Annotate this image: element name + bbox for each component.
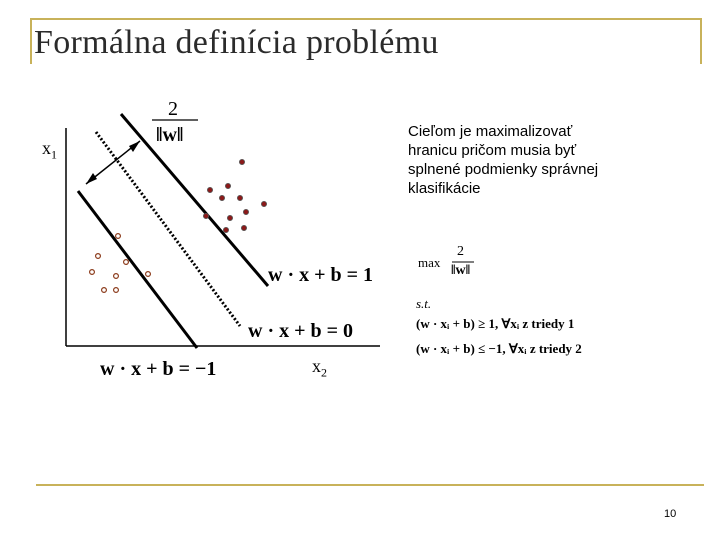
- margin-arrow-head-end: [129, 141, 140, 152]
- margin-numerator: 2: [168, 98, 178, 120]
- class2-point: [102, 288, 107, 293]
- plus-hyperplane: [121, 114, 268, 286]
- margin-arrow-head-start: [86, 173, 97, 184]
- class2-point: [114, 274, 119, 279]
- max-denominator: ‖w‖: [451, 263, 471, 278]
- zero-hyperplane-label: w · x + b = 0: [248, 320, 354, 342]
- constraint-class2: (w · xᵢ + b) ≤ −1, ∀xᵢ z triedy 2: [416, 341, 582, 356]
- goal-line: Cieľom je maximalizovať: [408, 123, 573, 140]
- class1-point: [203, 213, 208, 218]
- class2-point: [146, 272, 151, 277]
- class2-point: [114, 288, 119, 293]
- class2-point: [116, 234, 121, 239]
- class1-point: [239, 159, 244, 164]
- class2-point: [90, 270, 95, 275]
- subject-to: s.t.: [416, 296, 432, 311]
- max-word: max: [418, 255, 441, 270]
- class2-point: [124, 260, 129, 265]
- max-numerator: 2: [457, 244, 464, 259]
- class1-point: [243, 209, 248, 214]
- goal-line: klasifikácie: [408, 180, 481, 197]
- class2-point: [96, 254, 101, 259]
- plus-hyperplane-label: w · x + b = 1: [268, 264, 374, 286]
- class1-point: [227, 215, 232, 220]
- x2-axis-label: [312, 356, 327, 381]
- minus-hyperplane: [78, 191, 197, 348]
- minus-hyperplane-label: w · x + b = −1: [100, 358, 217, 380]
- goal-description: [408, 122, 708, 198]
- class1-point: [261, 201, 266, 206]
- goal-line: splnené podmienky správnej: [408, 161, 599, 178]
- class1-point: [225, 183, 230, 188]
- page-number: 10: [664, 508, 677, 520]
- x1-subscript: 1: [51, 147, 57, 162]
- margin-denominator: ‖w‖: [156, 124, 184, 146]
- x2-letter: x: [312, 356, 321, 376]
- class1-point: [207, 187, 212, 192]
- x1-axis-label: [42, 138, 57, 163]
- slide-title: Formálna definícia problému: [34, 24, 439, 61]
- goal-line: hranicu pričom musia byť: [408, 142, 577, 159]
- constraint-class1: (w · xᵢ + b) ≥ 1, ∀xᵢ z triedy 1: [416, 316, 575, 331]
- class1-point: [241, 225, 246, 230]
- class2-points: [90, 234, 151, 293]
- x1-letter: x: [42, 138, 51, 158]
- class1-point: [223, 227, 228, 232]
- class1-point: [219, 195, 224, 200]
- x2-subscript: 2: [321, 365, 327, 380]
- class1-point: [237, 195, 242, 200]
